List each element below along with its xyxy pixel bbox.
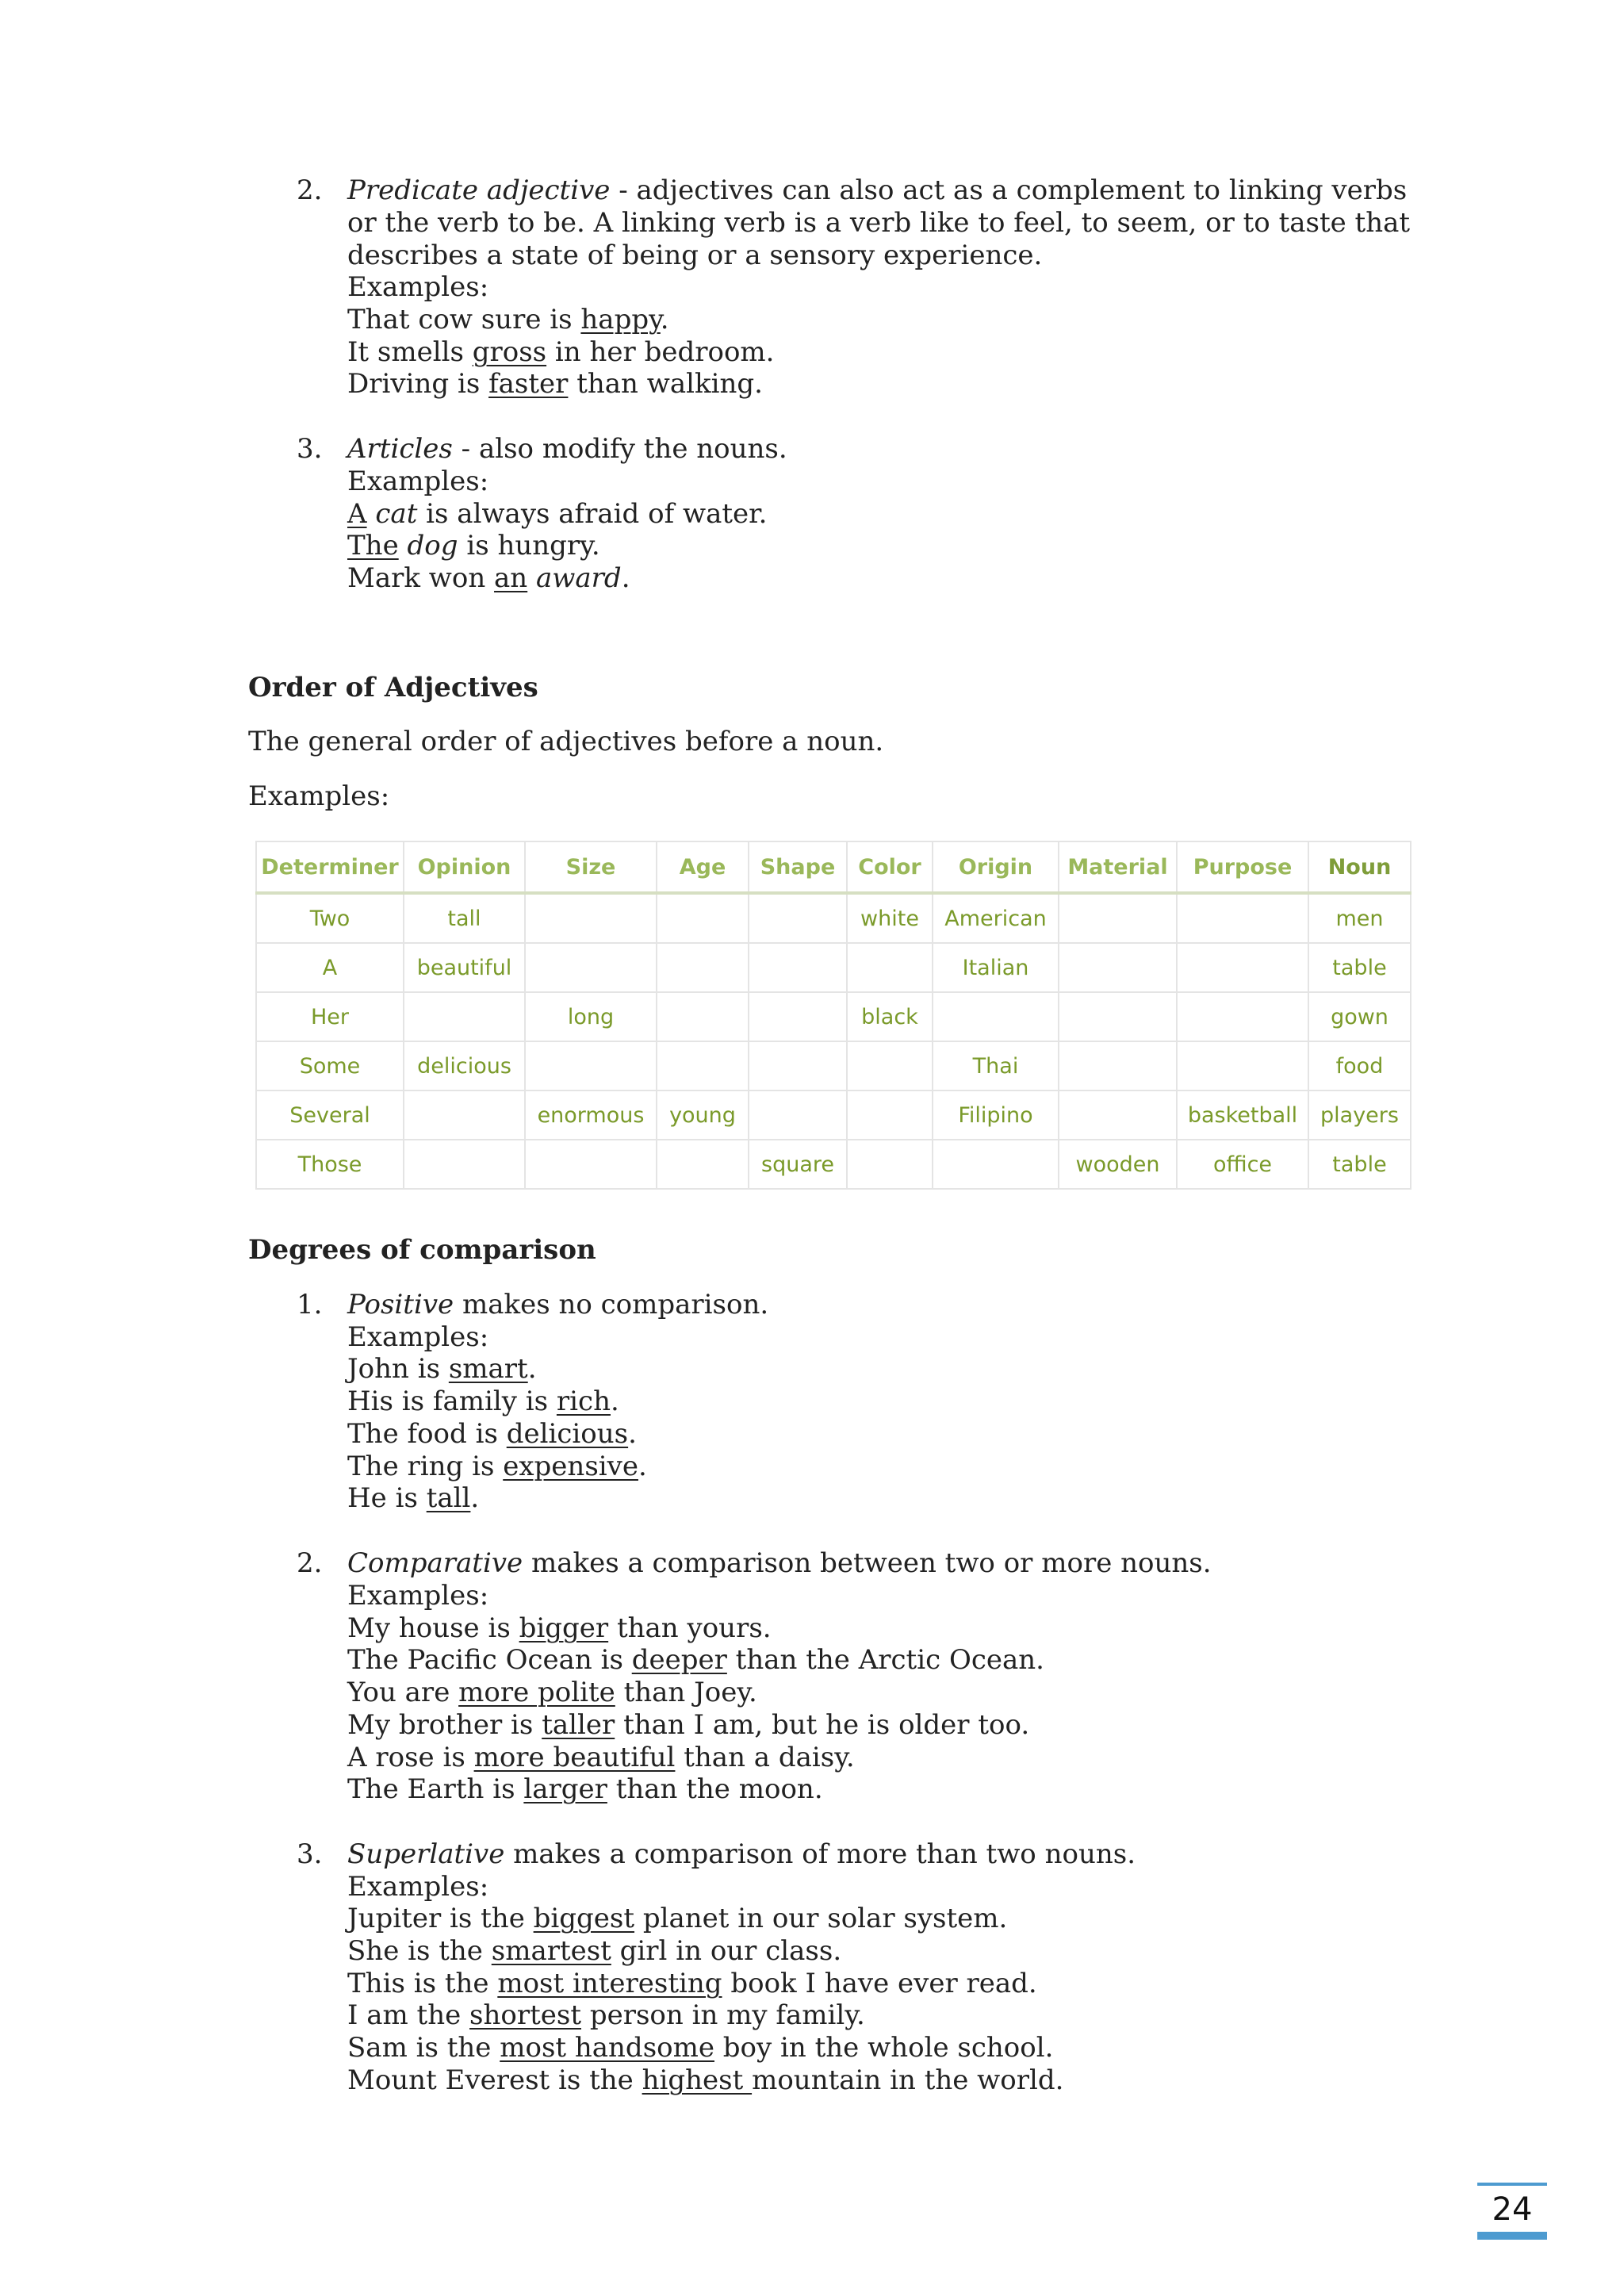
- page-number-bar: [1477, 2232, 1547, 2240]
- table-cell: table: [1308, 943, 1411, 992]
- examples-label: Examples:: [347, 1321, 489, 1353]
- table-cell: [749, 893, 847, 943]
- example-line: Jupiter is the biggest planet in our solar system.: [347, 1903, 1008, 1934]
- table-cell: [847, 1041, 933, 1091]
- table-cell: [657, 893, 749, 943]
- example-line: Driving is faster than walking.: [347, 368, 763, 400]
- table-cell: [657, 992, 749, 1041]
- positive-line: Positive makes no comparison.: [347, 1289, 769, 1320]
- table-cell: tall: [404, 893, 525, 943]
- example-line: A cat is always afraid of water.: [347, 498, 768, 530]
- table-cell: table: [1308, 1140, 1411, 1189]
- table-cell: [1059, 1091, 1177, 1140]
- table-cell: long: [525, 992, 657, 1041]
- predicate-line-2: or the verb to be. A linking verb is a verb like to feel, to seem, or to taste that: [347, 207, 1411, 239]
- example-line: You are more polite than Joey.: [347, 1677, 757, 1708]
- table-cell: [847, 943, 933, 992]
- table-cell: [1059, 893, 1177, 943]
- table-row: [256, 1140, 1411, 1189]
- example-line: His is family is rich.: [347, 1386, 619, 1417]
- example-line: She is the smartest girl in our class.: [347, 1935, 842, 1967]
- table-cell: [749, 992, 847, 1041]
- table-row: [256, 943, 1411, 992]
- table-cell: [657, 1041, 749, 1091]
- example-line: It smells gross in her bedroom.: [347, 336, 775, 368]
- example-line: John is smart.: [347, 1353, 537, 1385]
- table-cell: Two: [256, 893, 404, 943]
- table-cell: [525, 1041, 657, 1091]
- table-cell: Filipino: [933, 1091, 1059, 1140]
- table-cell: [933, 1140, 1059, 1189]
- table-row: [256, 1041, 1411, 1091]
- example-line: That cow sure is happy.: [347, 304, 669, 335]
- table-cell: American: [933, 893, 1059, 943]
- table-cell: [1059, 943, 1177, 992]
- table-cell: Her: [256, 992, 404, 1041]
- column-header: Size: [525, 841, 657, 893]
- example-line: Mount Everest is the highest mountain in the world.: [347, 2064, 1064, 2096]
- example-line: The Pacific Ocean is deeper than the Arctic Ocean.: [347, 1644, 1044, 1676]
- table-cell: [525, 893, 657, 943]
- example-line: I am the shortest person in my family.: [347, 1999, 865, 2031]
- adjective-order-table: [255, 841, 1411, 1190]
- section-heading-degrees: Degrees of comparison: [248, 1234, 596, 1266]
- table-cell: wooden: [1059, 1140, 1177, 1189]
- column-header: Origin: [933, 841, 1059, 893]
- table-cell: [749, 1041, 847, 1091]
- example-line: A rose is more beautiful than a daisy.: [347, 1742, 855, 1773]
- list-number: 3.: [297, 433, 323, 465]
- table-cell: A: [256, 943, 404, 992]
- table-cell: [404, 1091, 525, 1140]
- table-cell: men: [1308, 893, 1411, 943]
- page-number: 24: [1492, 2191, 1533, 2228]
- articles-line-1: Articles - also modify the nouns.: [347, 433, 787, 465]
- table-cell: square: [749, 1140, 847, 1189]
- table-cell: [1177, 992, 1308, 1041]
- table-cell: [404, 992, 525, 1041]
- table-cell: office: [1177, 1140, 1308, 1189]
- example-line: The Earth is larger than the moon.: [347, 1773, 823, 1805]
- table-cell: enormous: [525, 1091, 657, 1140]
- example-line: The food is delicious.: [347, 1418, 637, 1450]
- table-cell: [933, 992, 1059, 1041]
- table-cell: Those: [256, 1140, 404, 1189]
- example-line: Mark won an award.: [347, 562, 630, 594]
- table-cell: [525, 1140, 657, 1189]
- table-cell: [1177, 943, 1308, 992]
- table-row: [256, 893, 1411, 943]
- table-cell: [1059, 1041, 1177, 1091]
- table-cell: beautiful: [404, 943, 525, 992]
- table-cell: players: [1308, 1091, 1411, 1140]
- table-cell: [1059, 992, 1177, 1041]
- table-header-row: [256, 841, 1411, 893]
- table-cell: black: [847, 992, 933, 1041]
- table-cell: food: [1308, 1041, 1411, 1091]
- table-cell: Some: [256, 1041, 404, 1091]
- example-line: This is the most interesting book I have ever read.: [347, 1968, 1037, 1999]
- table-cell: [525, 943, 657, 992]
- superlative-line: Superlative makes a comparison of more than two nouns.: [347, 1838, 1136, 1870]
- term: Predicate adjective: [347, 174, 611, 206]
- examples-label: Examples:: [347, 1580, 489, 1612]
- list-number: 2.: [297, 174, 323, 206]
- table-cell: [657, 943, 749, 992]
- column-header: Shape: [749, 841, 847, 893]
- table-cell: [1177, 1041, 1308, 1091]
- example-line: My brother is taller than I am, but he is older too.: [347, 1709, 1030, 1741]
- table-cell: [847, 1140, 933, 1189]
- predicate-line-3: describes a state of being or a sensory experience.: [347, 240, 1043, 271]
- table-cell: gown: [1308, 992, 1411, 1041]
- page-number-rule-top: [1477, 2183, 1547, 2186]
- table-cell: [1177, 893, 1308, 943]
- table-cell: young: [657, 1091, 749, 1140]
- table-cell: delicious: [404, 1041, 525, 1091]
- table-cell: Several: [256, 1091, 404, 1140]
- column-header: Color: [847, 841, 933, 893]
- column-header: Age: [657, 841, 749, 893]
- example-line: He is tall.: [347, 1482, 480, 1514]
- examples-label: Examples:: [347, 1871, 489, 1903]
- comparative-line: Comparative makes a comparison between two or more nouns.: [347, 1547, 1212, 1579]
- examples-label: Examples:: [347, 466, 489, 497]
- example-line: The ring is expensive.: [347, 1451, 647, 1482]
- table-row: [256, 992, 1411, 1041]
- order-intro: The general order of adjectives before a noun.: [248, 726, 884, 757]
- section-heading-order: Order of Adjectives: [248, 672, 538, 703]
- table-cell: [847, 1091, 933, 1140]
- column-header: Opinion: [404, 841, 525, 893]
- column-header: Material: [1059, 841, 1177, 893]
- example-line: The dog is hungry.: [347, 530, 600, 562]
- column-header: Purpose: [1177, 841, 1308, 893]
- table-cell: [404, 1140, 525, 1189]
- example-line: My house is bigger than yours.: [347, 1612, 772, 1644]
- list-number: 3.: [297, 1838, 323, 1870]
- column-header: Determiner: [256, 841, 404, 893]
- predicate-line-1: Predicate adjective - adjectives can also act as a complement to linking verbs: [347, 174, 1408, 206]
- table-row: [256, 1091, 1411, 1140]
- table-cell: basketball: [1177, 1091, 1308, 1140]
- table-cell: [657, 1140, 749, 1189]
- table-cell: Italian: [933, 943, 1059, 992]
- table-cell: Thai: [933, 1041, 1059, 1091]
- table-cell: [749, 1091, 847, 1140]
- table-cell: [749, 943, 847, 992]
- list-number: 1.: [297, 1289, 323, 1320]
- column-header: Noun: [1308, 841, 1411, 893]
- examples-label: Examples:: [248, 780, 390, 812]
- example-line: Sam is the most handsome boy in the whole school.: [347, 2032, 1054, 2064]
- table-cell: white: [847, 893, 933, 943]
- examples-label: Examples:: [347, 271, 489, 303]
- list-number: 2.: [297, 1547, 323, 1579]
